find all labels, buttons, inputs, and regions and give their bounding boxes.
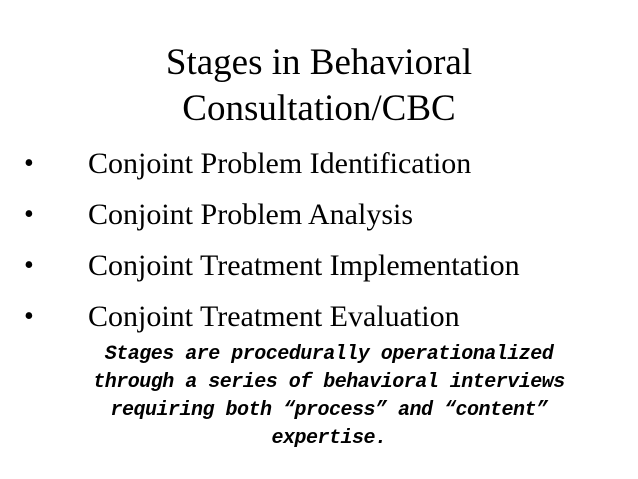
bullet-item bbox=[0, 197, 638, 248]
note-line-2: through a series of behavioral interviews bbox=[93, 371, 565, 394]
note-line-3: requiring both “process” and “content” bbox=[110, 399, 548, 422]
note-line-4: expertise. bbox=[271, 427, 387, 450]
bullet-icon: • bbox=[24, 250, 34, 281]
bullet-text: Conjoint Problem Identification bbox=[88, 147, 472, 180]
bullet-text: Conjoint Treatment Implementation bbox=[88, 249, 520, 282]
slide-note bbox=[70, 341, 588, 453]
bullet-item bbox=[0, 146, 638, 197]
bullet-icon: • bbox=[24, 148, 34, 179]
bullet-icon: • bbox=[24, 199, 34, 230]
bullet-item bbox=[0, 248, 638, 299]
slide-title-line-2: Consultation/CBC bbox=[182, 88, 456, 129]
slide-title-line-1: Stages in Behavioral bbox=[165, 42, 473, 83]
note-line-1: Stages are procedurally operationalized bbox=[104, 343, 554, 366]
bullet-text: Conjoint Treatment Evaluation bbox=[88, 300, 460, 333]
slide-title bbox=[0, 40, 638, 132]
bullet-list bbox=[0, 146, 638, 350]
bullet-text: Conjoint Problem Analysis bbox=[88, 198, 414, 231]
bullet-icon: • bbox=[24, 301, 34, 332]
